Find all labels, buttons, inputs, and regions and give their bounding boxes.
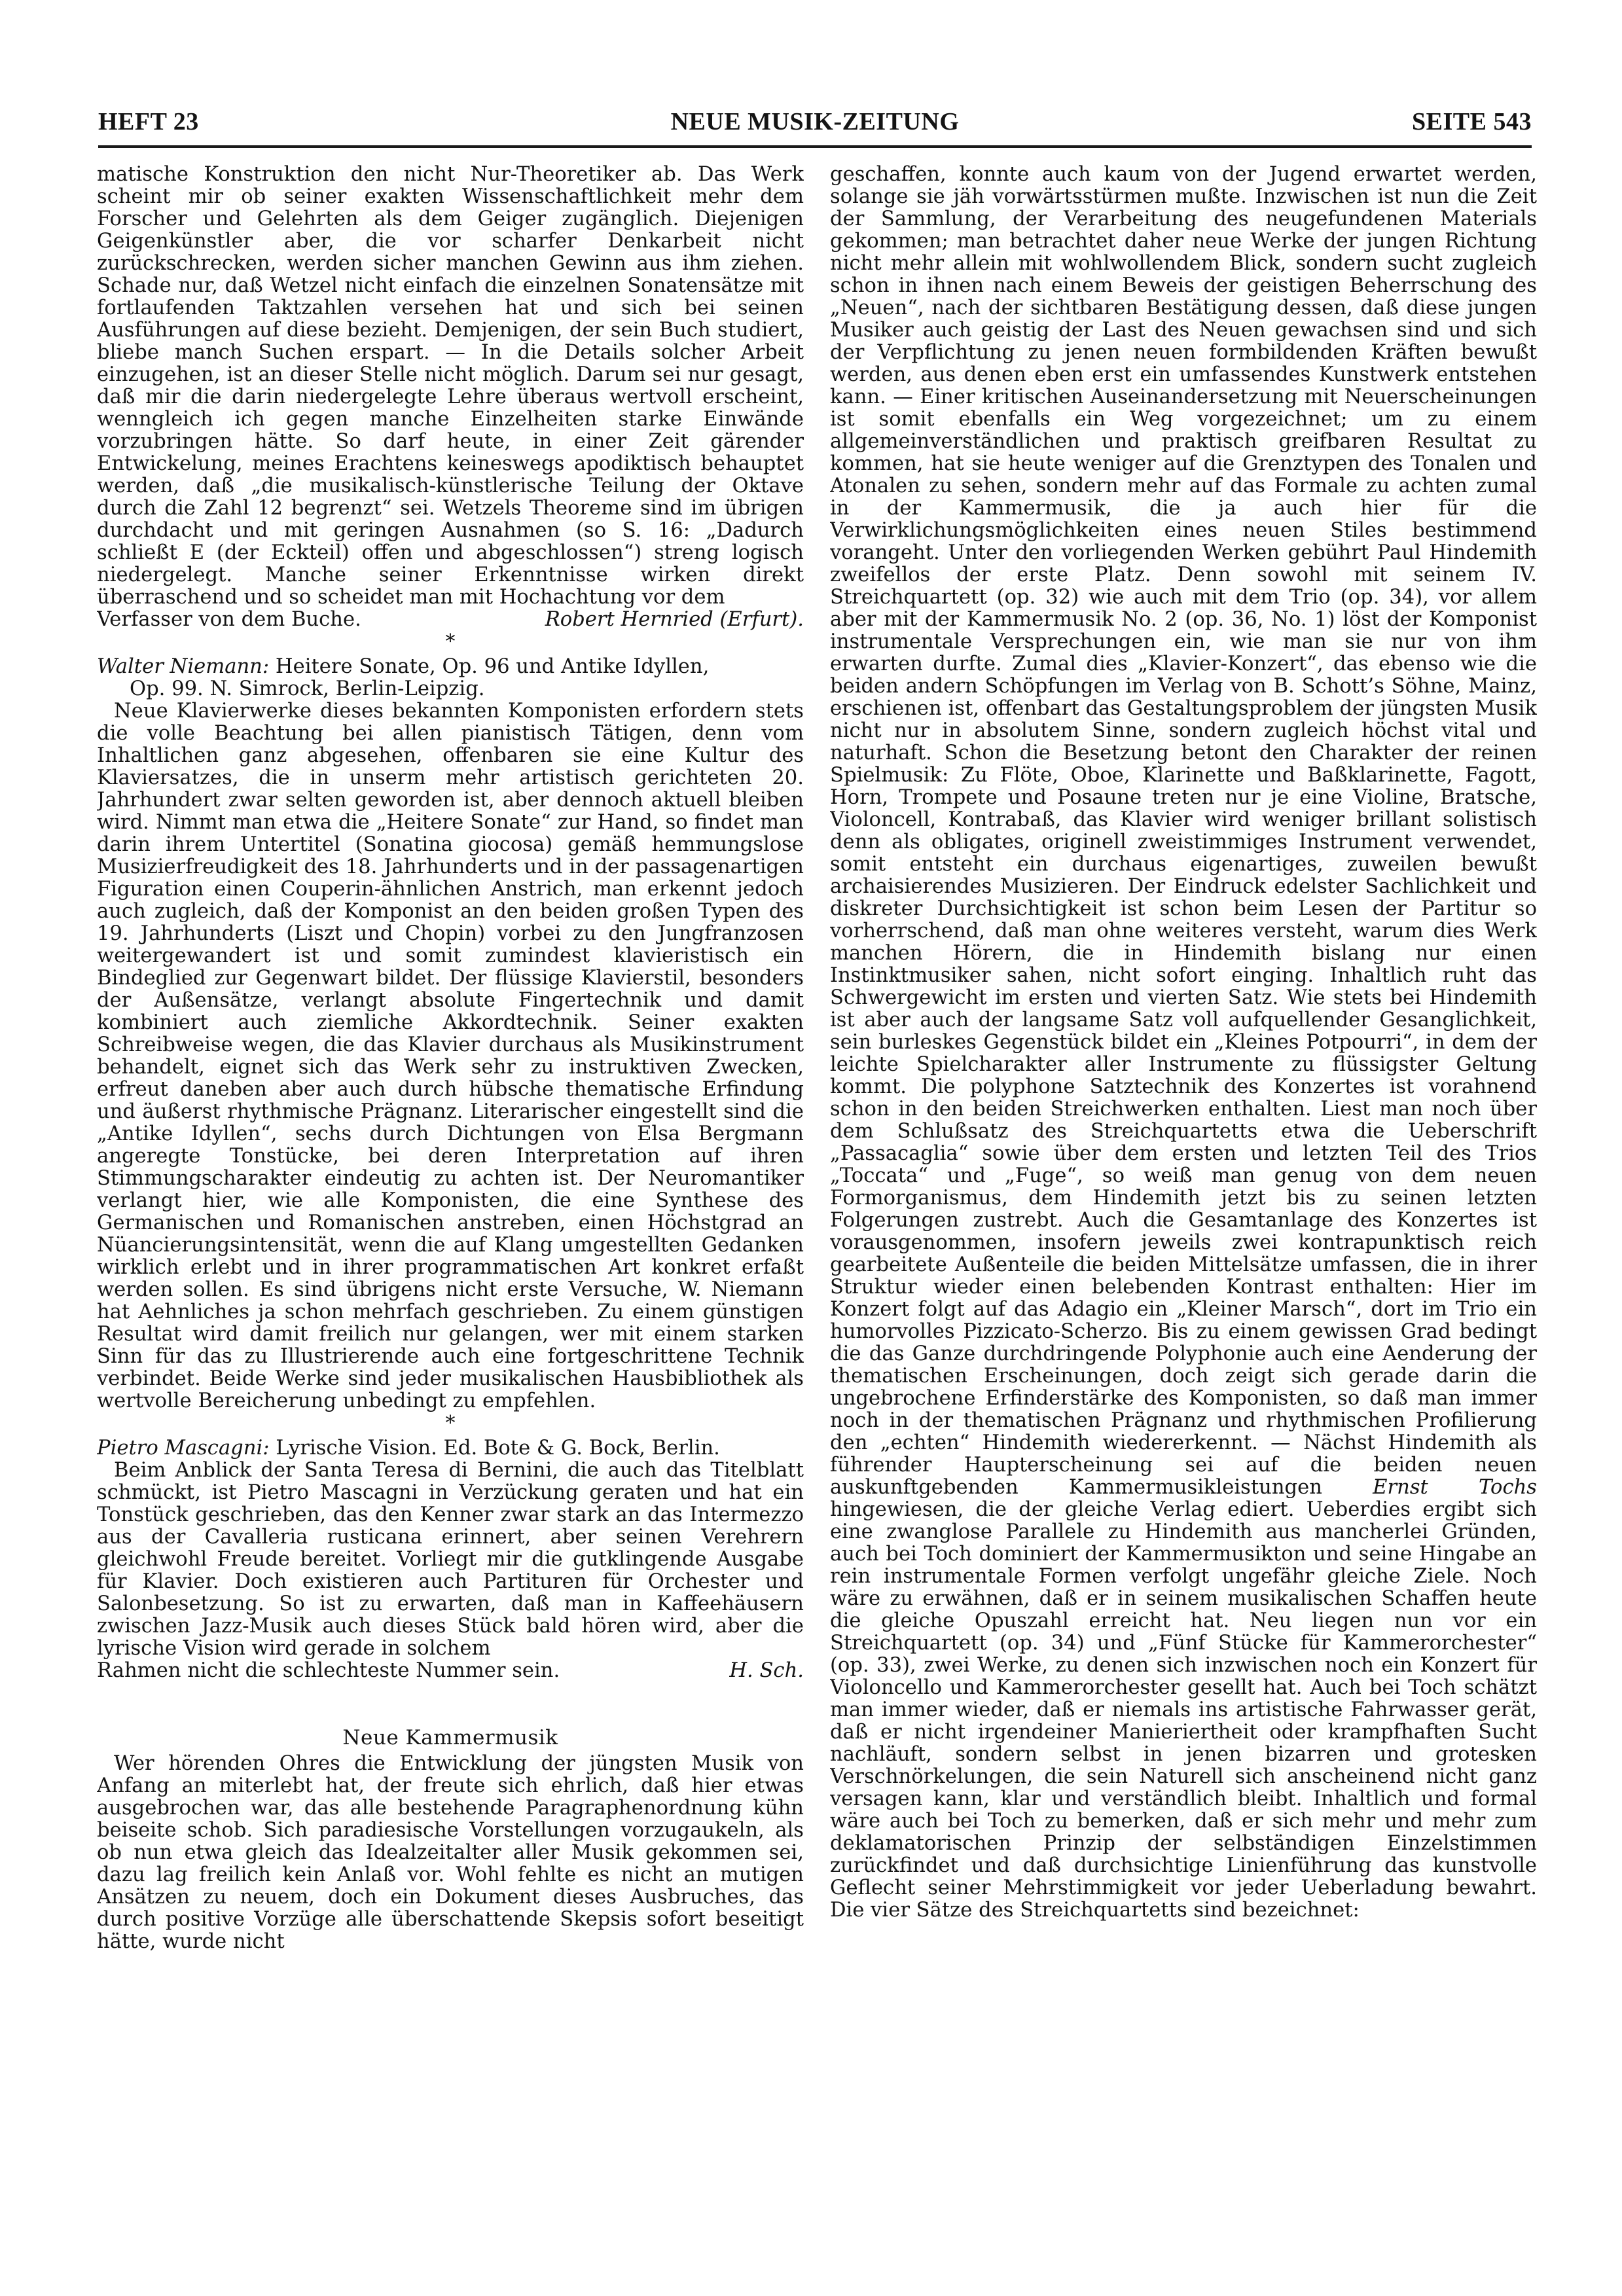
section-separator: * — [445, 1412, 456, 1435]
review-heading — [97, 656, 804, 700]
section-title: Neue Kammermusik — [342, 1726, 558, 1749]
page-header — [98, 105, 1532, 144]
review-signature: H. Sch. — [729, 1659, 804, 1682]
signature-line — [97, 1660, 804, 1682]
header-rule — [98, 145, 1532, 148]
paragraph-end: Verfasser von dem Buche. — [97, 608, 361, 631]
article-paragraph — [830, 164, 1537, 1922]
article-text: geschaffen, konnte auch kaum von der Jugend erwartet werden, solange sie jäh vorwärtsstürmen mußte. Inzwischen ist nun die Zeit der Sammlung, der Verarbeitung des neugefundenen Materials gekommen; man betrachtet daher neue Werke der jungen Richtung nicht mehr allein mit wohlwollendem Blick, sondern sucht zugleich schon in ihnen nach einem Beweis der geistigen Beherrschung des „Neuen“, nach der sichtbaren Bestätigung dessen, daß diese jungen Musiker auch geistig der Last des Neuen gewachsen sind und sich der Verpflichtung zu jenen neuen formbildenden Kräften bewußt werden, aus denen eben erst ein umfassendes Kunstwerk entstehen kann. — Einer kritischen Auseinandersetzung mit Neuerscheinungen ist somit ebenfalls ein Weg vorgezeichnet; um zu einem allgemeinverständlichen und praktisch greifbaren Resultat zu kommen, hat sie heute weniger auf die Grenztypen des Tonalen und Atonalen zu sehen, sondern mehr auf das Formale zu achten zumal in der Kammermusik, die ja auch hier für die Verwirklichungsmöglichkeiten eines neuen Stiles bestimmend vorangeht. Unter den vorliegenden Werken gebührt Paul Hindemith zweifellos der erste Platz. Denn sowohl mit seinem IV. Streichquartett (op. 32) wie auch mit dem Trio (op. 34), vor allem aber mit der Kammermusik No. 2 (op. 36, No. 1) löst der Komponist instrumentale Versprechungen ein, wie man sie nur von ihm erwarten durfte. Zumal dies „Klavier-Konzert“, das ebenso wie die beiden andern Schöpfungen im Verlag von B. Schott’s Söhne, Mainz, erschienen ist, offenbart das Gestaltungsproblem der jüngsten Musik nicht nur in absolutem Sinne, sondern zugleich höchst vital und naturhaft. Schon die Besetzung betont den Charakter der reinen Spielmusik: Zu Flöte, Oboe, Klarinette und Baßklarinette, Fagott, Horn, Trompete und Posaune treten nur je eine Violine, Bratsche, Violoncell, Kontrabaß, das Klavier wird weniger brillant solistisch denn als obligates, originell zweistimmiges Instrument verwendet, somit entsteht ein durchaus eigenartiges, zuweilen bewußt archaisierendes Musizieren. Der Eindruck edelster Sachlichkeit und diskreter Durchsichtigkeit ist schon beim Lesen der Partitur so vorherrschend, daß man ohne weiteres versteht, warum dies Werk manchen Hörern, die in Hindemith bislang nur einen Instinktmusiker sahen, nicht sofort einging. Inhaltlich ruht das Schwergewicht im ersten und vierten Satz. Wie stets bei Hindemith ist aber auch der langsame Satz voll aufquellender Gesanglichkeit, sein burleskes Gegenstück bildet ein „Kleines Potpourri“, in dem der leichte Spielcharakter aller Instrumente zu flüssigster Geltung kommt. Die polyphone Satztechnik des Konzertes ist vorahnend schon in den beiden Streichwerken enthalten. Liest man noch über dem Schlußsatz des Streichquartetts etwa die Ueberschrift „Passacaglia“ sowie über dem ersten und letzten Teil des Trios „Toccata“ und „Fuge“, so weiß man genug von dem neuen Formorganismus, dem Hindemith jetzt bis zu seinen letzten Folgerungen zustrebt. Auch die Gesamtanlage des Konzertes ist vorausgenommen, insofern jeweils zwei kontrapunktisch reich gearbeitete Außenteile die beiden Mittelsätze umfassen, die in ihrer Struktur wieder einen belebenden Kontrast enthalten: Hier im Konzert folgt auf das Adagio ein „Kleiner Marsch“, dort im Trio ein humorvolles Pizzicato-Scherzo. Bis zu einem gewissen Grad bedingt die das Ganze durchdringende Polyphonie auch eine Aenderung der thematischen Erscheinungen, doch zeigt sich gerade darin die ungebrochene Erfinderstärke des Komponisten, so daß man immer noch in der thematischen Prägnanz und rhythmischen Profilierung den „echten“ Hindemith wiedererkennt. — Nächst Hindemith als führender Haupterscheinung sei auf die beiden neuen auskunftgebenden Kammermusikleistungen — [830, 164, 1537, 1499]
review-paragraph: Neue Klavierwerke dieses bekannten Komponisten erfordern stets die volle Beachtung bei allen pianistisch Tätigen, denn vom Inhaltlichen ganz abgesehen, offenbaren sie eine Kultur des Klaviersatzes, die in unserm mehr artistisch gerichteten 20. Jahrhundert zwar selten geworden ist, aber dennoch aktuell bleiben wird. Nimmt man etwa die „Heitere Sonate“ zur Hand, so findet man darin ihrem Untertitel (Sonatina giocosa) gemäß hemmungslose Musizierfreudigkeit des 18. Jahrhunderts und in der passagenartigen Figuration einen Couperin-ähnlichen Anstrich, man erkennt jedoch auch zugleich, daß der Komponist an den beiden großen Typen des 19. Jahrhunderts (Liszt und Chopin) vorbei zu den Jungfranzosen weitergewandert ist und somit zumindest klavieristisch ein Bindeglied zur Gegenwart bildet. Der flüssige Klavierstil, besonders der Außensätze, verlangt absolute Fingertechnik und damit kombiniert auch ziemliche Akkordtechnik. Seiner exakten Schreibweise wegen, die das Klavier durchaus als Musikinstrument behandelt, eignet sich das Werk sehr zu instruktiven Zwecken, erfreut daneben aber auch durch hübsche thematische Erfindung und äußerst rhythmische Prägnanz. Literarischer eingestellt sind die „Antike Idyllen“, sechs durch Dichtungen von Elsa Bergmann angeregte Tonstücke, bei deren Interpretation auf ihren Stimmungscharakter eindeutig zu achten ist. Der Neuromantiker verlangt hier, wie alle Komponisten, die eine Synthese des Germanischen und Romanischen anstreben, einen Höchstgrad an Nüancierungsintensität, wenn die auf Klang umgestellten Gedanken wirklich erlebt und in ihrer programmatischen Art konkret erfaßt werden sollen. Es sind übrigens nicht erste Versuche, W. Niemann hat Aehnliches ja schon mehrfach geschrieben. Zu einem günstigen Resultat wird damit freilich nur gelangen, wer mit einem starken Sinn für das zu Illustrierende auch eine fortgeschrittene Technik verbindet. Beide Werke sind jeder musikalischen Hausbibliothek als wertvolle Bereicherung unbedingt zu empfehlen. — [97, 700, 804, 1412]
issue-number: HEFT 23 — [98, 108, 199, 135]
page-number: SEITE 543 — [1412, 108, 1532, 135]
publication-title: NEUE MUSIK-ZEITUNG — [670, 108, 960, 135]
section-separator: * — [445, 630, 456, 653]
article-paragraph: Wer hörenden Ohres die Entwicklung der jüngsten Musik von Anfang an miterlebt hat, der freute sich ehrlich, daß hier etwas ausgebrochen war, das alle bestehende Paragraphenordnung kühn beiseite schob. Sich paradiesische Vorstellungen vorzugaukeln, als ob nun etwa gleich das Idealzeitalter aller Musik gekommen sei, dazu lag freilich kein Anlaß vor. Wohl fehlte es nicht an mutigen Ansätzen zu neuem, doch ein Dokument dieses Ausbruches, das durch positive Vorzüge alle überschattende Skepsis sofort beseitigt hätte, wurde nicht — [97, 1752, 804, 1953]
right-column — [830, 164, 1537, 2258]
review-paragraph: Beim Anblick der Santa Teresa di Bernini, die auch das Titelblatt schmückt, ist Pietro Mascagni in Verzückung geraten und hat ein Tonstück geschrieben, das den Kenner zwar stark an das Intermezzo aus der Cavalleria rusticana erinnert, aber seinen Verehrern gleichwohl Freude bereitet. Vorliegt mir die gutklingende Ausgabe für Klavier. Doch existieren auch Partituren für Orchester und Salonbesetzung. So ist zu erwarten, daß man in Kaffeehäusern zwischen Jazz-Musik auch dieses Stück bald hören wird, aber die lyrische Vision wird gerade in solchem — [97, 1459, 804, 1660]
review-heading — [97, 1437, 804, 1460]
review-publisher: Op. 99. N. Simrock, Berlin-Leipzig. — [130, 677, 485, 700]
review-paragraph: matische Konstruktion den nicht Nur-Theoretiker ab. Das Werk scheint mir ob seiner exakten Wissenschaftlichkeit mehr dem Forscher und Gelehrten als dem Geiger zugänglich. Diejenigen Geigenkünstler aber, die vor scharfer Denkarbeit nicht zurückschrecken, werden sicher manchen Gewinn aus ihm ziehen. Schade nur, daß Wetzel nicht einfach die einzelnen Sonatensätze mit fortlaufenden Taktzahlen versehen hat und sich bei seinen Ausführungen auf diese bezieht. Demjenigen, der sein Buch studiert, bliebe manch Suchen erspart. — In die Details solcher Arbeit einzugehen, ist an dieser Stelle nicht möglich. Darum sei nur gesagt, daß mir die darin niedergelegte Lehre überaus wertvoll erscheint, wenngleich ich gegen manche Einzelheiten starke Einwände vorzubringen hätte. So darf heute, in einer Zeit gärender Entwickelung, meines Erachtens keineswegs apodiktisch behauptet werden, daß „die musikalisch-künstlerische Teilung der Oktave durch die Zahl 12 begrenzt“ sei. Wetzels Theoreme sind im übrigen durchdacht und mit geringen Ausnahmen (so S. 16: „Dadurch schließt E (der Eckteil) offen und abgeschlossen“) streng logisch niedergelegt. Manche seiner Erkenntnisse wirken direkt überraschend und so scheidet man mit Hochachtung vor dem — [97, 164, 804, 609]
composer-name: Ernst Tochs — [1373, 1476, 1537, 1499]
article-text: hingewiesen, die der gleiche Verlag ediert. Ueberdies ergibt sich eine zwanglose Parallele zu Hindemith aus mancherlei Gründen, auch bei Toch dominiert der Kammermusikton und seine Hingabe an rein instrumentale Formen verfolgt ungefähr gleiche Ziele. Noch wäre zu erwähnen, daß er in seinem musikalischen Schaffen heute die gleiche Opuszahl erreicht hat. Neu liegen nun vor ein Streichquartett (op. 34) und „Fünf Stücke für Kammerorchester“ (op. 33), zwei Werke, zu denen sich inzwischen noch ein Konzert für Violoncello und Kammerorchester gesellt hat. Auch bei Toch schätzt man immer wieder, daß er niemals ins artistische Fahrwasser gerät, daß er nicht irgendeiner Manieriertheit oder krampfhaften Sucht nachläuft, sondern selbst in jenen bizarren und grotesken Verschnörkelungen, die sein Naturell sich anscheinend nicht ganz versagen kann, klar und verständlich bleibt. Inhaltlich und formal wäre auch bei Toch zu bemerken, daß er sich mehr und mehr zum deklamatorischen Prinzip der selbständigen Einzelstimmen zurückfindet und daß durchsichtige Linienführung das kunstvolle Geflecht seiner Mehrstimmigkeit vor jeder Ueberladung bewahrt. Die vier Sätze des Streichquartetts sind bezeichnet: — [830, 1498, 1537, 1922]
paragraph-end: Rahmen nicht die schlechteste Nummer sein. — [97, 1659, 560, 1682]
left-column — [97, 164, 804, 2258]
review-work-title: Heitere Sonate, Op. 96 und Antike Idyllen, — [269, 655, 710, 678]
review-work-title: Lyrische Vision. Ed. Bote & G. Bock, Berlin. — [269, 1437, 720, 1460]
review-author: Walter Niemann: — [97, 655, 270, 678]
review-author: Pietro Mascagni: — [97, 1437, 270, 1460]
review-signature: Robert Hernried (Erfurt). — [545, 608, 804, 631]
signature-line — [97, 609, 804, 631]
